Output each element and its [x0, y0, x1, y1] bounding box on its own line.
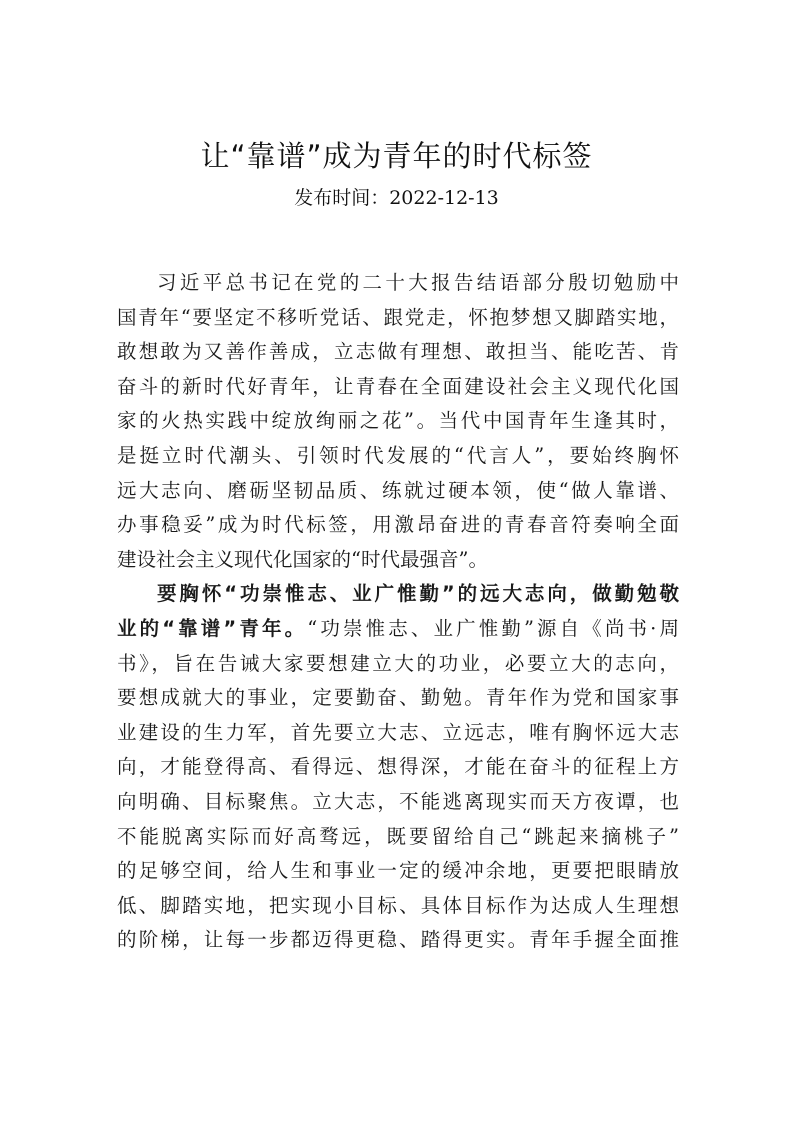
text-line — [117, 577, 679, 612]
text-line: 不能脱离实际而好高骛远，既要留给自己“跳起来摘桃子” — [117, 824, 679, 848]
text-line: 建设社会主义现代化国家的“时代最强音”。 — [117, 547, 488, 571]
article-title: 让“靠谱”成为青年的时代标签 — [200, 139, 593, 173]
bold-heading-text: 要胸怀“功崇惟志、业广惟勤”的远大志向，做勤勉敬 — [157, 582, 679, 606]
text-line: 向明确、目标聚焦。立大志，不能逃离现实而天方夜谭，也 — [117, 789, 679, 813]
bold-heading-text: 业的“靠谱”青年。 — [117, 616, 308, 640]
text-line: 的足够空间，给人生和事业一定的缓冲余地，更要把眼睛放 — [117, 859, 679, 883]
article-body — [117, 266, 679, 958]
text-line: 是挺立时代潮头、引领时代发展的“代言人”，要始终胸怀 — [117, 443, 679, 467]
paragraph-2 — [117, 577, 679, 958]
text-line: 家的火热实践中绽放绚丽之花”。当代中国青年生逢其时， — [117, 409, 679, 433]
text-line: 敢想敢为又善作善成，立志做有理想、敢担当、能吃苦、肯 — [117, 340, 679, 364]
publish-date: 发布时间：2022-12-13 — [294, 187, 499, 209]
text-line: 的阶梯，让每一步都迈得更稳、踏得更实。青年手握全面推 — [117, 928, 679, 952]
text-line: 习近平总书记在党的二十大报告结语部分殷切勉励中 — [157, 271, 679, 294]
text-line: 向，才能登得高、看得远、想得深，才能在奋斗的征程上方 — [117, 755, 679, 779]
text-line: 办事稳妥”成为时代标签，用激昂奋进的青春音符奏响全面 — [117, 513, 679, 537]
text-line: 书》，旨在告诫大家要想建立大的功业，必要立大的志向， — [117, 651, 679, 675]
text-line: 国青年“要坚定不移听党话、跟党走，怀抱梦想又脚踏实地， — [117, 305, 679, 329]
text-line — [117, 612, 679, 647]
body-text: “功崇惟志、业广惟勤”源自《尚书·周 — [307, 616, 679, 640]
text-line: 远大志向、磨砺坚韧品质、练就过硬本领，使“做人靠谱、 — [117, 478, 679, 502]
text-line: 要想成就大的事业，定要勤奋、勤勉。青年作为党和国家事 — [117, 686, 679, 710]
text-line: 低、脚踏实地，把实现小目标、具体目标作为达成人生理想 — [117, 893, 679, 917]
text-line: 业建设的生力军，首先要立大志、立远志，唯有胸怀远大志 — [117, 720, 679, 744]
paragraph-1 — [117, 266, 679, 577]
text-line: 奋斗的新时代好青年，让青春在全面建设社会主义现代化国 — [117, 374, 679, 398]
